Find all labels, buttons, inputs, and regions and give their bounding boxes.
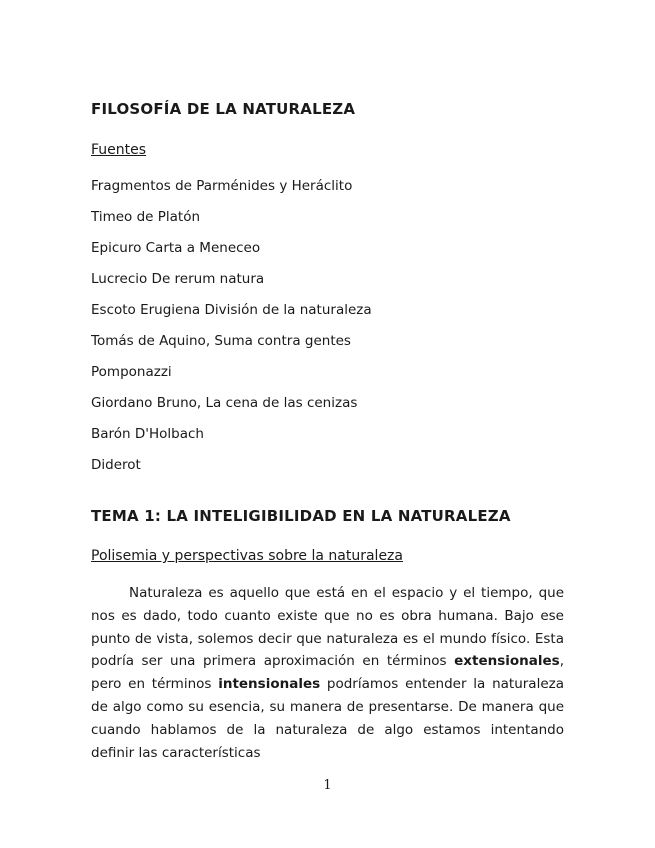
source-item: Tomás de Aquino, Suma contra gentes	[91, 333, 351, 349]
source-item: Timeo de Platón	[91, 209, 201, 225]
paragraph-text: Naturaleza es aquello que está en el espacio y el tiempo, que nos es dado, todo cuanto existe que no es obra humana. Bajo ese punto de vista, solemos decir que naturaleza es el mundo físico. Esta podría ser una primera aproximación en términos	[91, 585, 564, 670]
paragraph-text: podríamos entender la naturaleza de algo como su esencia, su manera de presentarse. De manera que cuando hablamos de la naturaleza de algo estamos intentando definir las características	[91, 676, 564, 761]
source-item: Epicuro Carta a Meneceo	[91, 240, 261, 256]
sources-list	[91, 178, 372, 488]
section-subheading: Polisemia y perspectivas sobre la naturaleza	[91, 548, 403, 564]
body-paragraph	[91, 582, 564, 764]
bold-term-intensionales: intensionales	[218, 676, 321, 693]
source-item: Barón D'Holbach	[91, 426, 204, 442]
source-item: Fragmentos de Parménides y Heráclito	[91, 178, 353, 194]
source-item: Diderot	[91, 457, 141, 473]
source-item: Escoto Erugiena División de la naturaleza	[91, 302, 372, 318]
paragraph-text: , pero en términos	[91, 653, 564, 693]
tema-heading: TEMA 1: LA INTELIGIBILIDAD EN LA NATURALEZA	[91, 507, 511, 525]
source-item: Lucrecio De rerum natura	[91, 271, 265, 287]
sources-heading: Fuentes	[91, 142, 147, 158]
source-item: Pomponazzi	[91, 364, 172, 380]
bold-term-extensionales: extensionales	[454, 653, 560, 670]
document-title: FILOSOFÍA DE LA NATURALEZA	[91, 100, 356, 118]
page-number: 1	[323, 778, 332, 793]
source-item: Giordano Bruno, La cena de las cenizas	[91, 395, 358, 411]
